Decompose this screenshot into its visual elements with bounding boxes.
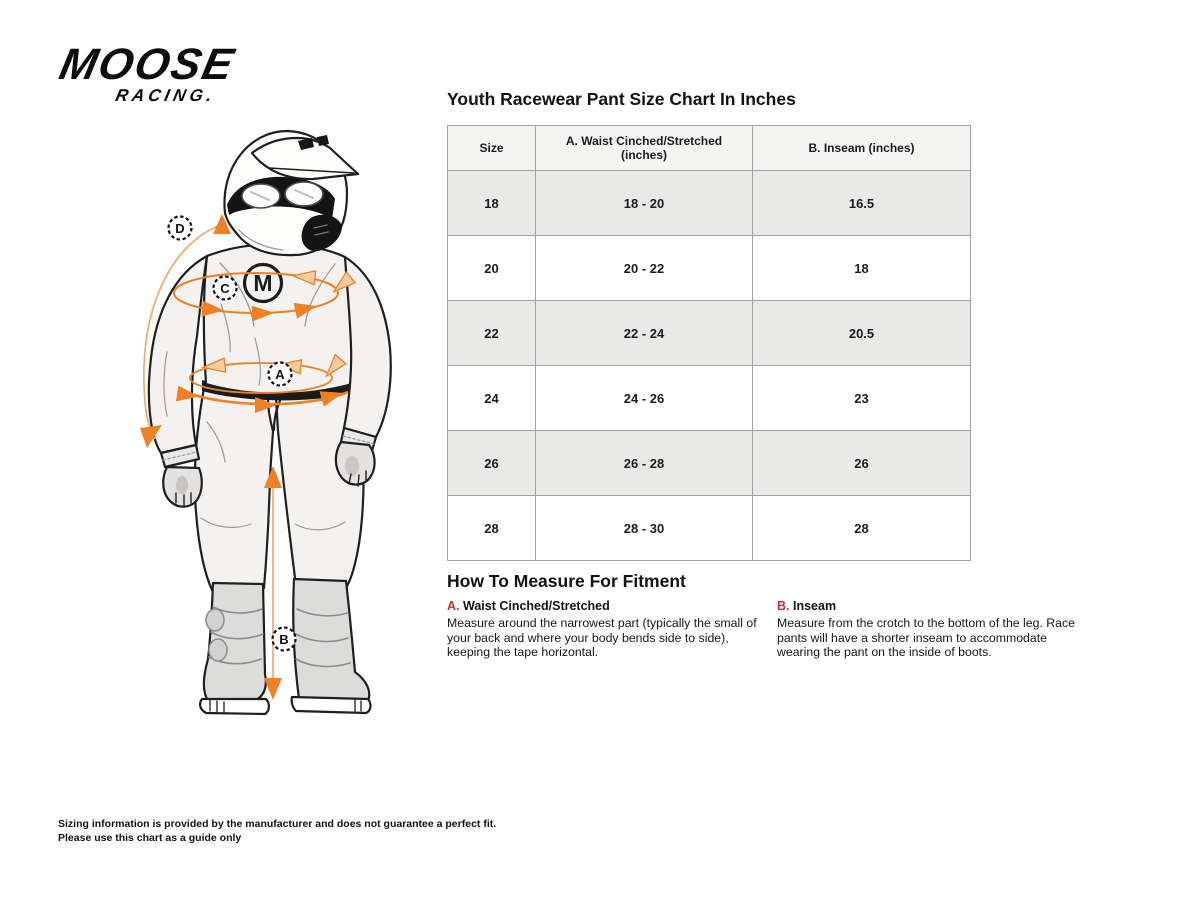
cell-inseam: 28 — [753, 496, 971, 561]
measure-key-b: B. — [777, 599, 790, 613]
header-waist: A. Waist Cinched/Stretched (inches) — [536, 126, 753, 171]
howto-text-inseam: Measure from the crotch to the bottom of the leg. Race pants will have a shorter inseam to accommodate wearing the pant on the inside of boots. — [777, 616, 1076, 659]
marker-b-inseam — [273, 628, 296, 651]
howto-item-inseam — [777, 599, 1087, 660]
header-size: Size — [448, 126, 536, 171]
table-row — [448, 366, 971, 431]
cell-inseam: 16.5 — [753, 171, 971, 236]
disclaimer — [58, 817, 496, 845]
brand-logo — [52, 40, 240, 106]
cell-size: 24 — [448, 366, 536, 431]
cell-size: 22 — [448, 301, 536, 366]
cell-waist: 26 - 28 — [536, 431, 753, 496]
disclaimer-line-2: Please use this chart as a guide only — [58, 832, 242, 844]
cell-waist: 24 - 26 — [536, 366, 753, 431]
howto-item-waist — [447, 599, 757, 660]
marker-c-chest — [214, 277, 237, 300]
cell-size: 20 — [448, 236, 536, 301]
helmet-drawing — [224, 131, 358, 255]
page-title: Youth Racewear Pant Size Chart In Inches — [447, 89, 796, 109]
header-inseam: B. Inseam (inches) — [753, 126, 971, 171]
cell-waist: 22 - 24 — [536, 301, 753, 366]
measure-label-inseam: Inseam — [792, 599, 837, 613]
cell-size: 28 — [448, 496, 536, 561]
measure-label-waist: Waist Cinched/Stretched — [462, 599, 610, 613]
cell-waist: 20 - 22 — [536, 236, 753, 301]
svg-text:C: C — [220, 281, 230, 296]
svg-text:D: D — [175, 221, 185, 236]
cell-inseam: 20.5 — [753, 301, 971, 366]
disclaimer-line-1: Sizing information is provided by the manufacturer and does not guarantee a perfect fit. — [58, 818, 497, 830]
table-row — [448, 431, 971, 496]
jersey-moose-logo — [245, 265, 282, 302]
cell-size: 26 — [448, 431, 536, 496]
cell-waist: 28 - 30 — [536, 496, 753, 561]
brand-logo-moose: MOOSE — [55, 40, 240, 89]
table-row — [448, 496, 971, 561]
howto-item-inseam-title — [777, 599, 1087, 613]
table-row — [448, 301, 971, 366]
table-row — [448, 171, 971, 236]
marker-a-waist — [269, 363, 292, 386]
rider-measurement-illustration — [55, 122, 440, 747]
table-row — [448, 236, 971, 301]
size-chart-table — [447, 125, 971, 561]
howto-text-waist: Measure around the narrowest part (typically the small of your back and where your body bends side to side), keeping the tape horizontal. — [447, 616, 757, 659]
brand-logo-racing: RACING. — [113, 86, 218, 106]
cell-inseam: 26 — [753, 431, 971, 496]
howto-item-waist-title — [447, 599, 757, 613]
cell-inseam: 18 — [753, 236, 971, 301]
cell-inseam: 23 — [753, 366, 971, 431]
svg-text:M: M — [253, 270, 273, 296]
inseam-arrow-down-icon — [264, 678, 282, 700]
howto-section — [447, 599, 1099, 660]
svg-text:B: B — [279, 632, 289, 647]
marker-d-arm — [169, 217, 192, 240]
cell-size: 18 — [448, 171, 536, 236]
cell-waist: 18 - 20 — [536, 171, 753, 236]
svg-text:A: A — [275, 367, 285, 382]
howto-heading: How To Measure For Fitment — [447, 571, 686, 591]
table-header-row — [448, 126, 971, 171]
measure-key-a: A. — [447, 599, 460, 613]
